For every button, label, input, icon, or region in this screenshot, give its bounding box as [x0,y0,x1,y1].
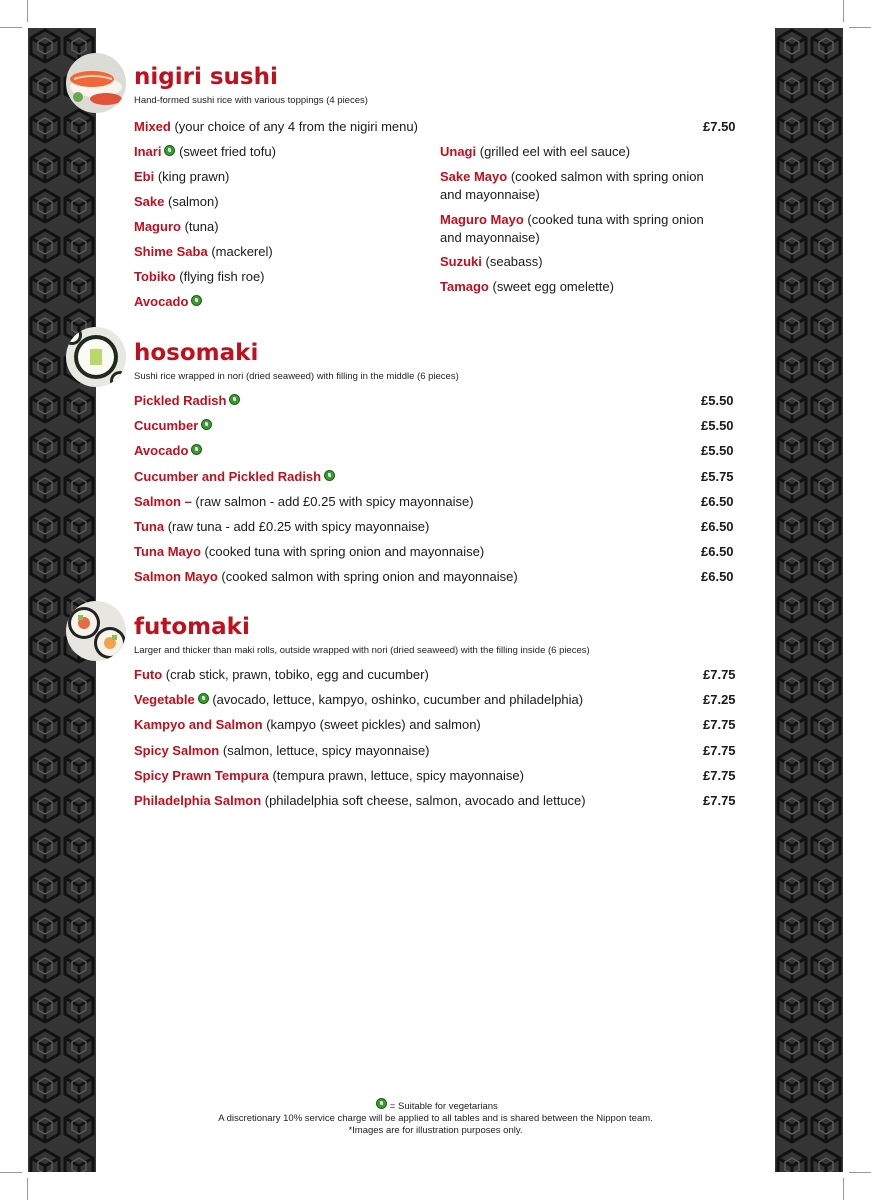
vegetarian-leaf-icon [229,394,240,405]
item-name: Avocado [134,443,189,459]
menu-item [440,143,630,161]
futomaki-image [66,601,126,661]
item-name: Sake Mayo [440,169,508,184]
vegetarian-leaf-icon [198,693,209,704]
menu-item [134,792,586,810]
item-name: Salmon Mayo [134,569,218,585]
vegetarian-leaf-icon [191,444,202,455]
hosomaki-section [134,340,738,590]
crop-mark [0,1172,22,1173]
veg-legend-text: = Suitable for vegetarians [387,1101,498,1112]
item-name: Futo [134,667,163,682]
item-desc: (crab stick, prawn, tobiko, egg and cucumber) [162,667,429,682]
menu-item [134,243,273,261]
menu-item [440,211,704,229]
item-desc: (raw tuna - add £0.25 with spicy mayonnaise) [164,519,430,534]
item-name: Tamago [440,279,489,294]
item-desc: (cooked salmon with spring onion and mayonnaise) [217,569,518,585]
section-title: futomaki [134,614,250,640]
menu-item [440,253,543,271]
item-name: Maguro Mayo [440,212,524,227]
footer [96,1098,775,1137]
menu-item [134,666,429,684]
item-price: £5.50 [701,443,734,459]
item-name: Unagi [440,144,477,159]
item-price: £5.75 [701,468,734,484]
menu-item [134,417,212,435]
menu-item [134,143,276,161]
item-price: £6.50 [701,519,734,534]
futomaki-section [134,614,738,814]
item-name: Inari [134,144,162,159]
item-desc: (tuna) [180,219,219,234]
menu-item [134,568,518,586]
menu-item [134,543,484,561]
item-name: Cucumber and Pickled Radish [134,468,322,484]
item-desc-continued: and mayonnaise) [440,187,540,202]
item-desc: (grilled eel with eel sauce) [476,144,631,159]
item-desc: (mackerel) [207,244,273,259]
item-price: £7.75 [703,767,736,783]
item-name: Tuna Mayo [134,544,201,560]
left-pattern-strip [28,28,96,1172]
item-name: Maguro [134,219,181,234]
item-desc: (sweet egg omelette) [488,279,614,294]
item-name: Avocado [134,294,189,309]
menu-item [134,392,240,410]
right-pattern-strip [775,28,843,1172]
section-subtitle: Hand-formed sushi rice with various toppings (4 pieces) [134,95,368,106]
item-price: £7.75 [703,717,736,733]
item-desc: (cooked tuna with spring onion [523,212,704,227]
item-price: £6.50 [701,569,734,585]
item-name: Kampyo and Salmon [134,717,263,733]
item-price: £6.50 [701,493,734,509]
menu-item [134,468,335,486]
item-name: Spicy Prawn Tempura [134,767,269,783]
menu-item [134,767,524,785]
images-disclaimer: *Images are for illustration purposes only. [348,1125,523,1136]
item-name: Tobiko [134,269,176,284]
item-desc: (flying fish roe) [175,269,265,284]
item-desc: (cooked salmon with spring onion [507,169,704,184]
menu-item [134,193,219,211]
item-name: Suzuki [440,254,482,269]
vegetarian-leaf-icon [191,295,202,306]
crop-mark [27,0,28,22]
veg-legend [96,1098,775,1113]
menu-item [134,442,202,460]
item-name: Spicy Salmon [134,742,220,758]
item-price: £6.50 [701,544,734,560]
menu-item [134,691,583,709]
crop-mark [849,27,871,28]
item-name: Ebi [134,169,155,184]
vegetarian-leaf-icon [201,419,212,430]
section-subtitle: Sushi rice wrapped in nori (dried seaweed) with filling in the middle (6 pieces) [134,371,459,382]
section-title: nigiri sushi [134,64,278,90]
item-price: £7.75 [703,793,736,808]
item-price: £5.50 [701,418,734,434]
menu-item [134,293,202,311]
crop-mark [843,1178,844,1200]
item-desc: (avocado, lettuce, kampyo, oshinko, cucumber and philadelphia) [208,692,584,708]
item-name: Mixed [134,119,171,134]
crop-mark [843,0,844,22]
item-price: £7.75 [703,667,736,682]
menu-item [134,218,219,236]
item-desc: (kampyo (sweet pickles) and salmon) [262,717,481,733]
menu-item [134,518,429,536]
item-price: £5.50 [701,393,734,408]
item-desc: (sweet fried tofu) [175,144,276,159]
vegetarian-leaf-icon [324,470,335,481]
item-name: Tuna [134,519,165,534]
item-name: Pickled Radish [134,393,227,408]
item-desc: (tempura prawn, lettuce, spicy mayonnaise) [268,767,524,783]
item-desc: (salmon) [164,194,219,209]
menu-item [440,168,704,186]
menu-item [134,168,229,186]
crop-mark [849,1172,871,1173]
item-price: £7.75 [703,742,736,758]
menu-item [134,118,418,136]
section-subtitle: Larger and thicker than maki rolls, outside wrapped with nori (dried seaweed) with the filling inside (6 pieces) [134,645,590,656]
item-desc: (king prawn) [154,169,230,184]
item-desc: (salmon, lettuce, spicy mayonnaise) [219,742,430,758]
menu-item [134,716,481,734]
item-name: Philadelphia Salmon [134,793,262,808]
item-name: Cucumber [134,418,199,434]
item-price: £7.25 [703,692,736,708]
item-desc: (your choice of any 4 from the nigiri menu) [170,119,418,134]
menu-item [134,493,474,511]
menu-item [134,742,430,760]
crop-mark [0,27,22,28]
crop-mark [27,1178,28,1200]
vegetarian-leaf-icon [164,145,175,156]
nigiri-section [134,64,738,314]
item-name: Shime Saba [134,244,208,259]
menu-item [134,268,265,286]
item-desc: (cooked tuna with spring onion and mayonnaise) [200,544,485,560]
section-title: hosomaki [134,340,259,366]
service-charge-note: A discretionary 10% service charge will be applied to all tables and is shared between the Nippon team. [218,1113,653,1124]
item-name: Sake [134,194,165,209]
item-price: £7.50 [703,119,736,134]
item-name: Salmon – [134,493,192,509]
hosomaki-image [66,327,126,387]
nigiri-sushi-image [66,53,126,113]
vegetarian-leaf-icon [376,1098,387,1109]
item-desc: (raw salmon - add £0.25 with spicy mayonnaise) [191,493,474,509]
item-desc-continued: and mayonnaise) [440,230,540,245]
item-desc: (philadelphia soft cheese, salmon, avocado and lettuce) [261,793,586,808]
item-desc: (seabass) [481,254,543,269]
menu-item [440,278,614,296]
item-name: Vegetable [134,692,195,708]
